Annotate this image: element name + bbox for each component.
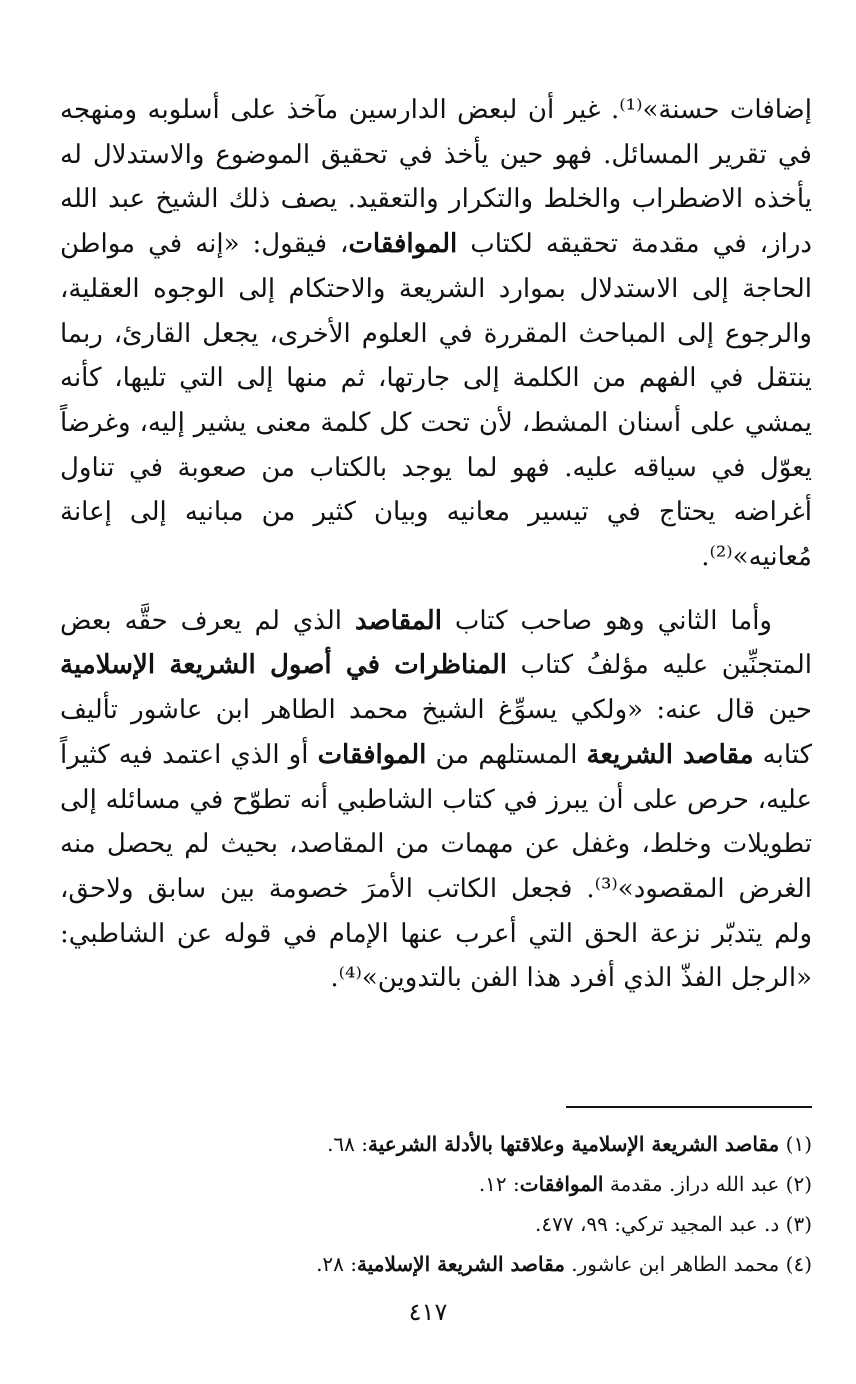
footnote-4 xyxy=(160,1244,812,1284)
text-run: وأما الثاني وهو صاحب كتاب xyxy=(441,605,772,636)
footnote-1 xyxy=(160,1124,812,1164)
text-run: أو الذي اعتمد فيه كثيراً عليه، حرص على أن يبرز في كتاب الشاطبي أنه تطوّح في مسائله إلى تطويلات وخلط، وغفل عن مهمات من المقاصد، بحيث لم يحصل منه الغرض المقصود»⁽³⁾. فجعل الكاتب الأمرَ خصومة بين سابق ولاحق، ولم يتدبّر نزعة الحق التي أعرب عنها الإمام في قوله عن الشاطبي: «الرجل الفذّ الذي أفرد هذا الفن بالتدوين»⁽⁴⁾. xyxy=(60,739,812,994)
text-run: إضافات حسنة»⁽¹⁾. غير أن لبعض الدارسين مآخذ على أسلوبه ومنهجه في تقرير المسائل. فهو حين يأخذ في تحقيق الموضوع والاستدلال له يأخذه الاضطراب والخلط والتكرار والتعقيد. يصف ذلك الشيخ عبد الله دراز، في مقدمة تحقيقه لكتاب xyxy=(60,95,812,260)
footnote-number: (١) xyxy=(785,1132,812,1156)
footnote-text: د. عبد المجيد تركي: ٩٩، ٤٧٧. xyxy=(535,1212,780,1236)
footnote-3 xyxy=(160,1204,812,1244)
footnote-text: : ٢٨. xyxy=(316,1252,358,1276)
footnote-text: : ١٢. xyxy=(478,1172,520,1196)
book-title: المقاصد xyxy=(354,605,442,636)
footnote-number: (٢) xyxy=(785,1172,812,1196)
footnote-text: : ٦٨. xyxy=(327,1132,369,1156)
book-title: الموافقات xyxy=(348,229,458,260)
footnote-text: محمد الطاهر ابن عاشور. xyxy=(564,1252,780,1276)
footnote-number: (٤) xyxy=(785,1252,812,1276)
footnote-number: (٣) xyxy=(785,1212,812,1236)
book-title: الموافقات xyxy=(317,739,427,770)
footnote-source: مقاصد الشريعة الإسلامية xyxy=(357,1252,565,1276)
footnote-text: عبد الله دراز. مقدمة xyxy=(603,1172,780,1196)
footnote-source: الموافقات xyxy=(519,1172,604,1196)
text-run: حين قال عنه: «ولكي يسوِّغ الشيخ محمد الطاهر ابن عاشور تأليف كتابه xyxy=(60,695,813,770)
book-title: المناظرات في أصول الشريعة الإسلامية xyxy=(60,650,507,681)
footnote-divider xyxy=(566,1106,812,1108)
paragraph-2 xyxy=(60,599,812,1001)
book-title: مقاصد الشريعة xyxy=(586,739,754,770)
text-run: الذي لم يعرف حقَّه بعض المتجنِّين عليه مؤلفُ كتاب xyxy=(60,605,812,681)
text-run: المستلهم من xyxy=(426,739,587,770)
main-text xyxy=(60,88,812,1001)
text-run: ، فيقول: «إنه في مواطن الحاجة إلى الاستدلال بموارد الشريعة والاحتكام إلى الوجوه العقلية، والرجوع إلى المباحث المقررة في العلوم الأخرى، يجعل القارئ، ربما ينتقل في الفهم من الكلمة إلى جارتها، ثم منها إلى التي تليها، كأنه يمشي على أسنان المشط، لأن تحت كل كلمة معنى يشير إليه، وغرضاً يعوّل في سياقه عليه. فهو لما يوجد بالكتاب من صعوبة في تناول أغراضه يحتاج في تيسير معانيه وبيان كثير من مبانيه إلى إعانة مُعانيه»⁽²⁾. xyxy=(60,229,812,573)
footnote-source: مقاصد الشريعة الإسلامية وعلاقتها بالأدلة الشرعية xyxy=(368,1132,780,1156)
paragraph-1 xyxy=(60,88,812,580)
page-number: ٤١٧ xyxy=(408,1298,448,1326)
footnotes xyxy=(160,1124,812,1284)
footnote-2 xyxy=(160,1164,812,1204)
